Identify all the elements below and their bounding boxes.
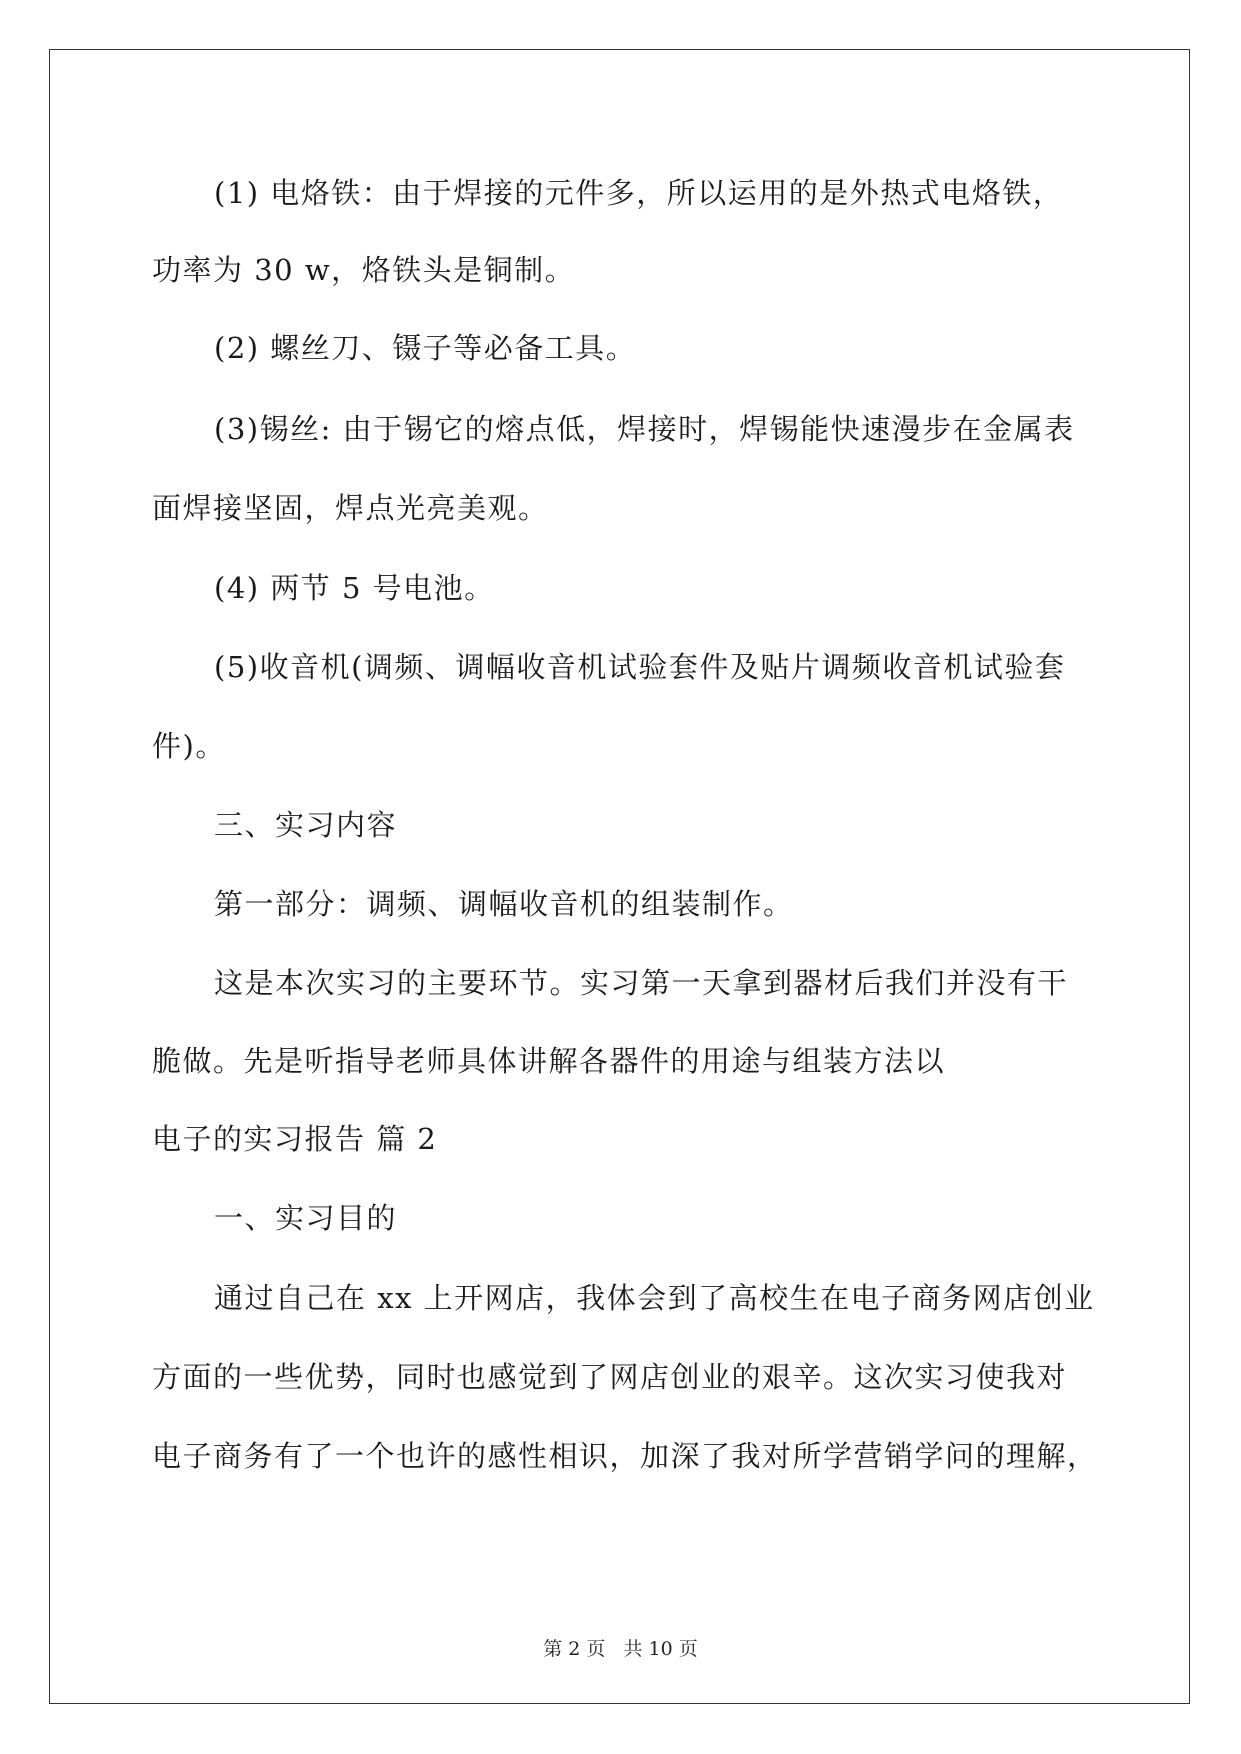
page-number: 第 2 页 (543, 1638, 606, 1660)
text-line: 电子商务有了一个也许的感性相识，加深了我对所学营销学问的理解， (152, 1439, 1098, 1473)
text-line: 通过自己在 xx 上开网店，我体会到了高校生在电子商务网店创业 (214, 1281, 1095, 1315)
text-line: 功率为 30 w，烙铁头是铜制。 (152, 253, 576, 287)
text-line: (1) 电烙铁：由于焊接的元件多，所以运用的是外热式电烙铁， (214, 176, 1064, 210)
page-footer (0, 1637, 1241, 1661)
section-heading: 三、实习内容 (214, 808, 398, 842)
text-line: 脆做。先是听指导老师具体讲解各器件的用途与组装方法以 (152, 1044, 946, 1078)
report-title: 电子的实习报告 篇 2 (152, 1122, 438, 1156)
text-line: (3)锡丝: 由于锡它的熔点低，焊接时，焊锡能快速漫步在金属表 (214, 412, 1075, 446)
text-line: (5)收音机(调频、调幅收音机试验套件及贴片调频收音机试验套 (214, 650, 1066, 684)
text-line: (4) 两节 5 号电池。 (214, 571, 495, 605)
section-heading: 一、实习目的 (214, 1201, 398, 1235)
text-line: 件)。 (152, 729, 226, 763)
page-total: 共 10 页 (623, 1638, 698, 1660)
text-line: 方面的一些优势，同时也感觉到了网店创业的艰辛。这次实习使我对 (152, 1360, 1068, 1394)
text-line: 这是本次实习的主要环节。实习第一天拿到器材后我们并没有干 (214, 966, 1069, 1000)
text-line: 面焊接坚固，焊点光亮美观。 (152, 491, 549, 525)
text-line: 第一部分：调频、调幅收音机的组装制作。 (214, 887, 794, 921)
text-line: (2) 螺丝刀、镊子等必备工具。 (214, 331, 637, 365)
